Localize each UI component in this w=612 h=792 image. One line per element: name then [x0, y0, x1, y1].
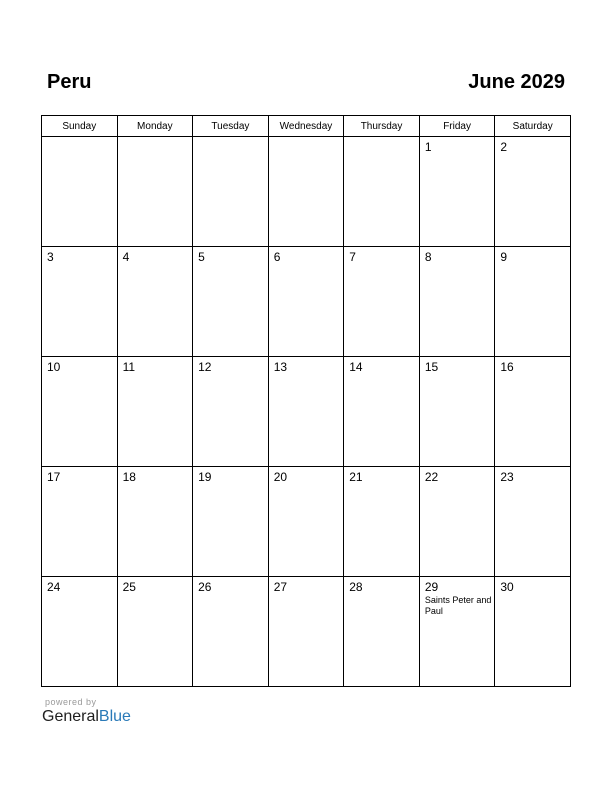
day-number: 4	[122, 250, 130, 264]
weekday-wednesday: Wednesday	[268, 116, 344, 137]
day-cell	[344, 137, 420, 247]
day-number: 5	[198, 250, 205, 264]
holiday-label: Saints Peter and Paul	[424, 595, 492, 616]
country-title: Peru	[47, 71, 92, 93]
day-cell	[495, 247, 571, 357]
day-number	[193, 137, 268, 140]
day-number: 8	[424, 250, 432, 264]
day-cell	[495, 137, 571, 247]
day-number: 13	[273, 360, 288, 374]
day-number: 14	[349, 360, 363, 374]
brand-logo	[42, 708, 131, 726]
week-row	[42, 137, 571, 247]
day-cell	[268, 357, 344, 467]
day-cell	[495, 467, 571, 577]
day-cell	[193, 577, 269, 687]
brand-blue: Blue	[98, 708, 131, 725]
day-number	[344, 137, 419, 140]
day-number: 9	[500, 250, 508, 264]
day-number: 29	[424, 580, 439, 594]
day-cell	[117, 577, 193, 687]
day-cell	[344, 467, 420, 577]
day-cell	[268, 247, 344, 357]
weekday-tuesday: Tuesday	[193, 116, 269, 137]
day-cell	[42, 467, 118, 577]
day-number: 23	[500, 470, 514, 484]
day-number: 18	[122, 470, 136, 484]
day-cell	[344, 577, 420, 687]
week-row	[42, 357, 571, 467]
day-number	[42, 137, 117, 140]
day-cell	[268, 467, 344, 577]
day-cell	[193, 137, 269, 247]
weekday-monday: Monday	[117, 116, 193, 137]
day-number: 3	[47, 250, 54, 264]
day-cell	[193, 467, 269, 577]
day-number: 7	[349, 250, 356, 264]
day-cell	[193, 357, 269, 467]
day-cell	[117, 137, 193, 247]
day-cell	[117, 247, 193, 357]
brand-general: General	[42, 708, 99, 725]
footer-branding	[42, 697, 131, 726]
day-cell	[419, 467, 495, 577]
day-number: 17	[47, 470, 61, 484]
day-number: 15	[424, 360, 439, 374]
day-number: 10	[47, 360, 61, 374]
day-cell	[495, 357, 571, 467]
weekday-friday: Friday	[419, 116, 495, 137]
day-cell	[344, 247, 420, 357]
day-number: 21	[349, 470, 363, 484]
day-cell	[419, 357, 495, 467]
day-number: 27	[273, 580, 288, 594]
week-row	[42, 577, 571, 687]
weekday-header-row	[42, 116, 571, 137]
day-cell	[42, 247, 118, 357]
day-cell	[117, 467, 193, 577]
day-number: 11	[122, 360, 136, 374]
day-cell	[268, 137, 344, 247]
day-number: 24	[47, 580, 61, 594]
day-cell	[495, 577, 571, 687]
day-cell	[419, 247, 495, 357]
day-cell	[268, 577, 344, 687]
day-cell	[42, 357, 118, 467]
day-number: 30	[500, 580, 514, 594]
week-row	[42, 467, 571, 577]
day-number: 25	[122, 580, 136, 594]
day-cell	[193, 247, 269, 357]
day-number: 6	[273, 250, 281, 264]
day-number: 26	[198, 580, 212, 594]
weekday-thursday: Thursday	[344, 116, 420, 137]
day-number	[269, 137, 344, 140]
powered-by-text: powered by	[45, 697, 97, 707]
day-number: 28	[349, 580, 363, 594]
weekday-saturday: Saturday	[495, 116, 571, 137]
day-number: 19	[198, 470, 212, 484]
day-cell	[419, 577, 495, 687]
day-number: 20	[273, 470, 288, 484]
week-row	[42, 247, 571, 357]
day-number: 2	[500, 140, 508, 154]
day-cell	[117, 357, 193, 467]
day-cell	[42, 137, 118, 247]
day-number	[118, 137, 193, 140]
day-cell	[42, 577, 118, 687]
day-number: 22	[424, 470, 439, 484]
weekday-sunday: Sunday	[42, 116, 118, 137]
day-number: 1	[424, 140, 432, 154]
day-cell	[419, 137, 495, 247]
day-cell	[344, 357, 420, 467]
month-year-title: June 2029	[468, 71, 565, 93]
calendar-grid	[41, 115, 571, 687]
day-number: 12	[198, 360, 212, 374]
day-number: 16	[500, 360, 514, 374]
